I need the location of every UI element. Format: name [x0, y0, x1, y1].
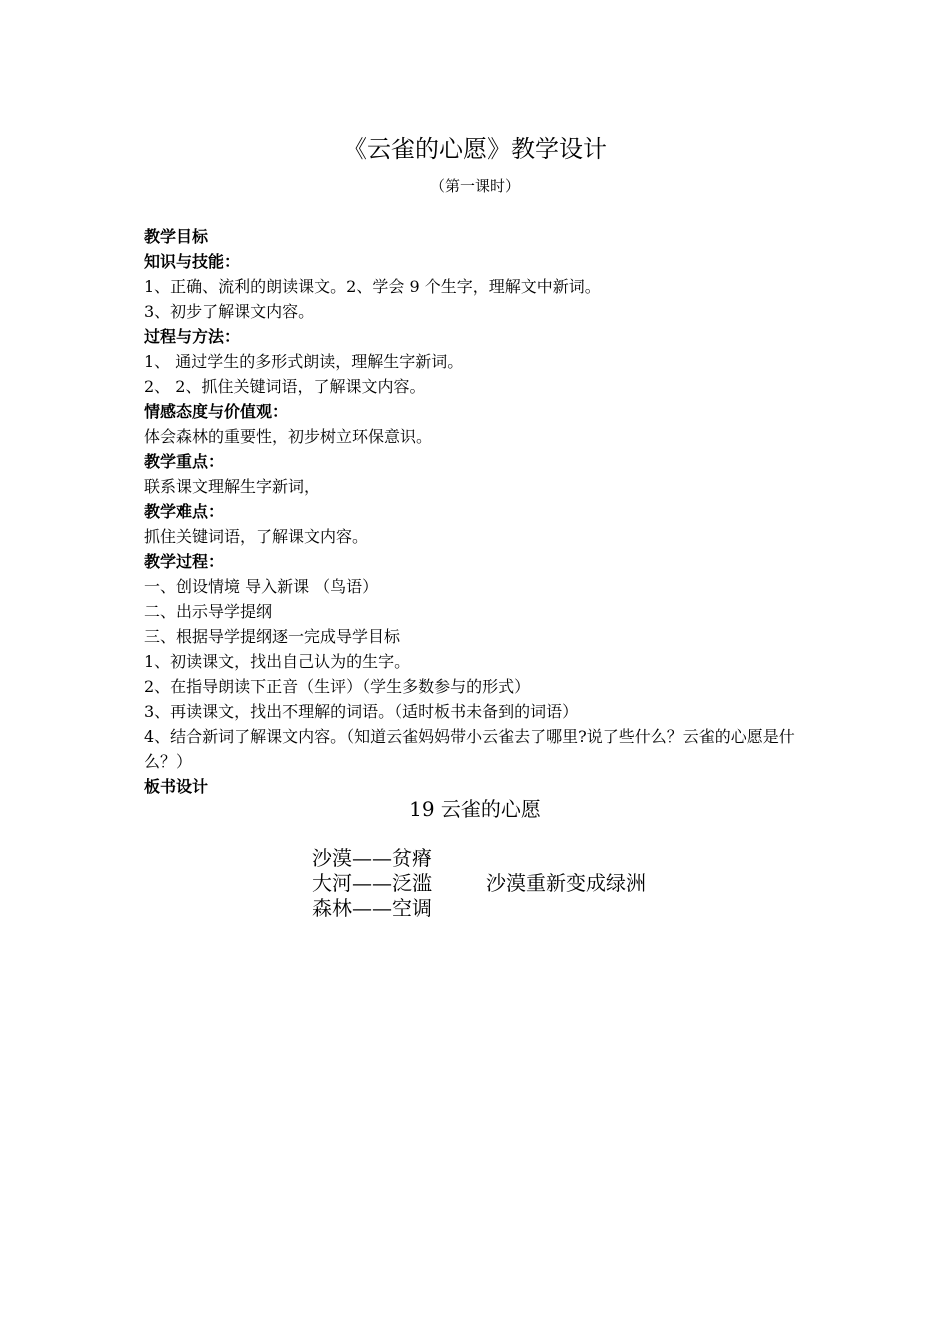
- body-line: 联系课文理解生字新词，: [144, 477, 321, 496]
- document-body: [144, 224, 824, 799]
- body-line: 1、 通过学生的多形式朗读，理解生字新词。: [144, 352, 464, 371]
- body-line: 3、初步了解课文内容。: [144, 302, 315, 321]
- board-pair: 沙漠——贫瘠: [312, 846, 432, 870]
- body-line: 三、根据导学提纲逐一完成导学目标: [144, 627, 401, 646]
- section-heading: 教学过程：: [144, 552, 225, 571]
- section-heading: 知识与技能：: [144, 252, 241, 271]
- board-pair: 大河——泛滥: [312, 871, 432, 895]
- section-heading: 情感态度与价值观：: [144, 402, 289, 421]
- body-line: 一、创设情境 导入新课 （鸟语）: [144, 577, 379, 596]
- section-heading: 教学重点：: [144, 452, 225, 471]
- section-heading: 教学目标: [144, 227, 209, 246]
- document-subtitle: （第一课时）: [429, 177, 520, 195]
- body-line: 4、结合新词了解课文内容。（知道云雀妈妈带小云雀去了哪里?说了些什么？云雀的心愿是什么？）: [144, 727, 795, 771]
- body-line: 2、在指导朗读下正音（生评）（学生多数参与的形式）: [144, 677, 531, 696]
- body-line: 体会森林的重要性，初步树立环保意识。: [144, 427, 433, 446]
- board-result: 沙漠重新变成绿洲: [486, 871, 646, 895]
- body-line: 3、再读课文，找出不理解的词语。（适时板书未备到的词语）: [144, 702, 579, 721]
- body-line: 2、 2、抓住关键词语，了解课文内容。: [144, 377, 426, 396]
- section-heading: 板书设计: [144, 777, 209, 796]
- body-line: 抓住关键词语，了解课文内容。: [144, 527, 369, 546]
- body-line: 二、出示导学提纲: [144, 602, 273, 621]
- section-heading: 教学难点：: [144, 502, 225, 521]
- board-title: 19 云雀的心愿: [409, 797, 541, 821]
- body-line: 1、初读课文，找出自己认为的生字。: [144, 652, 411, 671]
- document-title: 《云雀的心愿》教学设计: [343, 135, 607, 163]
- board-pair: 森林——空调: [312, 896, 432, 920]
- body-line: 1、正确、流利的朗读课文。2、学会 9 个生字，理解文中新词。: [144, 277, 601, 296]
- section-heading: 过程与方法：: [144, 327, 241, 346]
